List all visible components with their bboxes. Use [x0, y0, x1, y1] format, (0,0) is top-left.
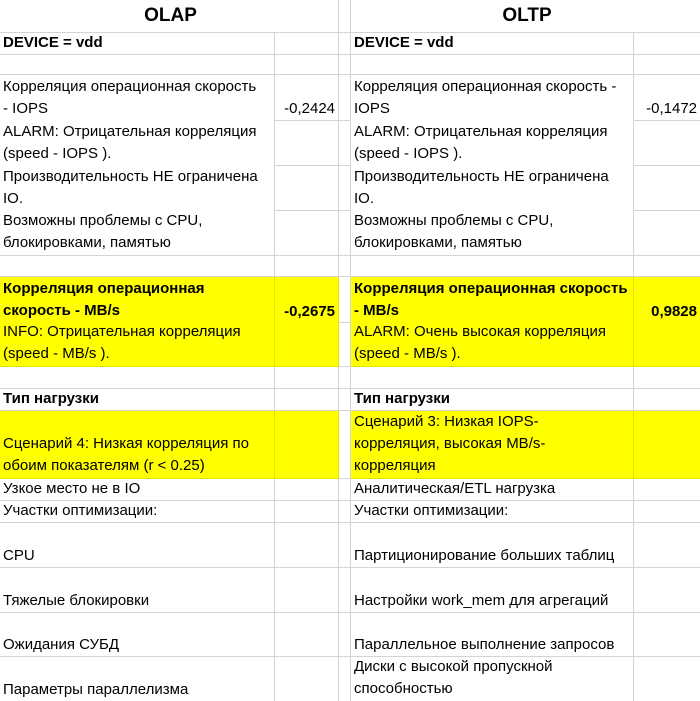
empty-row	[0, 256, 700, 277]
empty-cell[interactable]	[634, 323, 700, 367]
empty-cell[interactable]	[275, 411, 339, 479]
spacer-cell[interactable]	[339, 479, 351, 501]
olap-mbs-info[interactable]: INFO: Отрицательная корреляция (speed - MB/s ).	[0, 323, 275, 367]
oltp-load-type[interactable]: Тип нагрузки	[351, 389, 634, 411]
empty-cell[interactable]	[634, 367, 700, 389]
olap-optimization-item[interactable]: CPU	[0, 523, 275, 568]
spacer-cell[interactable]	[339, 568, 351, 613]
olap-device-cell[interactable]: DEVICE = vdd	[0, 33, 275, 55]
oltp-iops-label[interactable]: Корреляция операционная скорость - IOPS	[351, 75, 634, 121]
oltp-mbs-info[interactable]: ALARM: Очень высокая корреляция (speed - MB/s ).	[351, 323, 634, 367]
olap-device-value-cell[interactable]	[275, 33, 339, 55]
oltp-optimization-item[interactable]: Настройки work_mem для агрегаций	[351, 568, 634, 613]
empty-cell[interactable]	[634, 55, 700, 75]
oltp-performance[interactable]: Производительность НЕ ограничена IO.	[351, 166, 634, 211]
mbs-info-row	[0, 323, 700, 367]
empty-cell[interactable]	[275, 121, 339, 166]
optimization-item-row	[0, 613, 700, 657]
empty-cell[interactable]	[0, 55, 275, 75]
oltp-problems[interactable]: Возможны проблемы с CPU, блокировками, памятью	[351, 211, 634, 256]
empty-cell[interactable]	[351, 55, 634, 75]
spacer-cell[interactable]	[339, 75, 351, 121]
empty-cell[interactable]	[634, 568, 700, 613]
olap-performance[interactable]: Производительность НЕ ограничена IO.	[0, 166, 275, 211]
oltp-iops-value[interactable]: -0,1472	[634, 75, 700, 121]
spacer-cell[interactable]	[339, 121, 351, 166]
olap-iops-label[interactable]: Корреляция операционная скорость - IOPS	[0, 75, 275, 121]
alarm-iops-row	[0, 121, 700, 166]
empty-row	[0, 367, 700, 389]
empty-row	[0, 55, 700, 75]
oltp-device-value-cell[interactable]	[634, 33, 700, 55]
spacer-cell[interactable]	[339, 389, 351, 411]
olap-mbs-value[interactable]: -0,2675	[275, 277, 339, 323]
empty-cell[interactable]	[634, 166, 700, 211]
olap-problems[interactable]: Возможны проблемы с CPU, блокировками, памятью	[0, 211, 275, 256]
header-row	[0, 0, 700, 33]
oltp-alarm-iops[interactable]: ALARM: Отрицательная корреляция (speed - IOPS ).	[351, 121, 634, 166]
empty-cell[interactable]	[275, 166, 339, 211]
empty-cell[interactable]	[275, 389, 339, 411]
scenario-row	[0, 411, 700, 479]
iops-correlation-row	[0, 75, 700, 121]
spacer-cell[interactable]	[339, 256, 351, 277]
empty-cell[interactable]	[275, 479, 339, 501]
empty-cell[interactable]	[351, 256, 634, 277]
spacer-cell[interactable]	[339, 211, 351, 256]
empty-cell[interactable]	[275, 613, 339, 657]
spacer-cell[interactable]	[339, 613, 351, 657]
olap-header[interactable]: OLAP	[0, 0, 339, 33]
empty-cell[interactable]	[275, 568, 339, 613]
oltp-optimization-title[interactable]: Участки оптимизации:	[351, 501, 634, 523]
bottleneck-row	[0, 479, 700, 501]
spacer-cell[interactable]	[339, 501, 351, 523]
empty-cell[interactable]	[634, 411, 700, 479]
spacer-cell[interactable]	[339, 55, 351, 75]
spacer-cell[interactable]	[339, 657, 351, 701]
empty-cell[interactable]	[634, 479, 700, 501]
olap-optimization-item[interactable]: Параметры параллелизма	[0, 657, 275, 701]
empty-cell[interactable]	[275, 55, 339, 75]
optimization-item-row	[0, 523, 700, 568]
oltp-mbs-label[interactable]: Корреляция операционная скорость - MB/s	[351, 277, 634, 323]
spacer-cell[interactable]	[339, 33, 351, 55]
empty-cell[interactable]	[275, 323, 339, 367]
oltp-mbs-value[interactable]: 0,9828	[651, 303, 697, 320]
spacer-cell[interactable]	[339, 0, 351, 33]
spacer-cell[interactable]	[339, 523, 351, 568]
oltp-optimization-item[interactable]: Диски с высокой пропускной способностью	[351, 657, 634, 701]
spacer-cell[interactable]	[339, 411, 351, 479]
empty-cell[interactable]	[634, 523, 700, 568]
problems-row	[0, 211, 700, 256]
oltp-bottleneck[interactable]: Аналитическая/ETL нагрузка	[351, 479, 634, 501]
spacer-cell[interactable]	[339, 277, 351, 323]
empty-cell[interactable]	[275, 211, 339, 256]
empty-cell[interactable]	[275, 501, 339, 523]
empty-cell[interactable]	[275, 367, 339, 389]
oltp-scenario[interactable]: Сценарий 3: Низкая IOPS- корреляция, высокая MB/s- корреляция	[351, 411, 634, 479]
oltp-optimization-item[interactable]: Параллельное выполнение запросов	[351, 613, 634, 657]
oltp-optimization-item[interactable]: Партиционирование больших таблиц	[351, 523, 634, 568]
empty-cell[interactable]	[0, 256, 275, 277]
oltp-device-cell[interactable]: DEVICE = vdd	[351, 33, 634, 55]
empty-cell[interactable]	[275, 657, 339, 701]
oltp-header[interactable]: OLTP	[351, 0, 700, 33]
olap-load-type[interactable]: Тип нагрузки	[0, 389, 275, 411]
empty-cell[interactable]	[0, 367, 275, 389]
optimization-item-row	[0, 568, 700, 613]
spacer-cell[interactable]	[339, 367, 351, 389]
empty-cell[interactable]	[634, 256, 700, 277]
spacer-cell[interactable]	[339, 166, 351, 211]
mbs-correlation-row	[0, 277, 700, 323]
empty-cell[interactable]	[275, 256, 339, 277]
optimization-title-row	[0, 501, 700, 523]
empty-cell[interactable]	[634, 501, 700, 523]
empty-cell[interactable]	[634, 211, 700, 256]
device-row	[0, 33, 700, 55]
olap-scenario[interactable]: Сценарий 4: Низкая корреляция по обоим показателям (r < 0.25)	[0, 411, 275, 479]
empty-cell[interactable]	[351, 367, 634, 389]
olap-mbs-label[interactable]: Корреляция операционная скорость - MB/s	[0, 277, 275, 323]
olap-optimization-item[interactable]: Ожидания СУБД	[0, 613, 275, 657]
empty-cell[interactable]	[634, 389, 700, 411]
olap-optimization-title[interactable]: Участки оптимизации:	[0, 501, 275, 523]
optimization-item-row	[0, 657, 700, 701]
performance-row	[0, 166, 700, 211]
load-type-row	[0, 389, 700, 411]
empty-cell[interactable]	[275, 523, 339, 568]
empty-cell[interactable]	[634, 613, 700, 657]
empty-cell[interactable]	[634, 121, 700, 166]
olap-bottleneck[interactable]: Узкое место не в IO	[0, 479, 275, 501]
spacer-cell[interactable]	[339, 323, 351, 367]
olap-iops-value[interactable]: -0,2424	[275, 75, 339, 121]
olap-optimization-item[interactable]: Тяжелые блокировки	[0, 568, 275, 613]
empty-cell[interactable]	[634, 657, 700, 701]
olap-alarm-iops[interactable]: ALARM: Отрицательная корреляция (speed - IOPS ).	[0, 121, 275, 166]
